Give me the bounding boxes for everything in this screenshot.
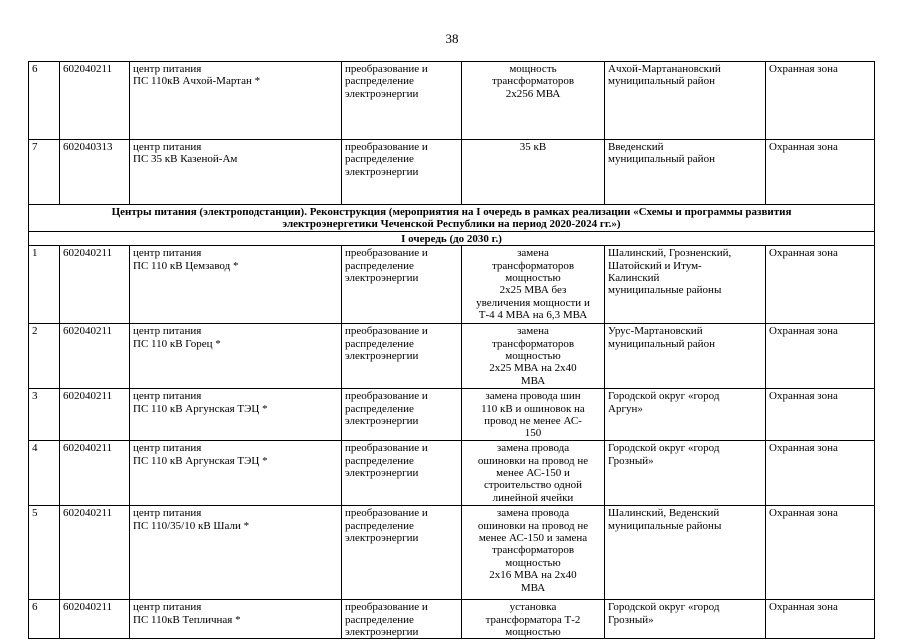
table-row bbox=[29, 140, 875, 205]
object-purpose-line: преобразование и bbox=[345, 63, 428, 75]
object-characteristics-line: трансформатора Т-2 bbox=[485, 613, 581, 626]
object-characteristics bbox=[462, 389, 605, 441]
object-name-line: центр питания bbox=[133, 507, 202, 520]
object-characteristics-line: 35 кВ bbox=[519, 141, 547, 153]
object-location-line: Городской округ «город bbox=[608, 390, 720, 403]
object-characteristics bbox=[462, 441, 605, 506]
object-name-line: центр питания bbox=[133, 63, 202, 75]
object-zone: Охранная зона bbox=[766, 600, 875, 639]
object-characteristics-line: мощность bbox=[509, 63, 557, 75]
object-characteristics-line: трансформаторов bbox=[491, 337, 575, 350]
object-name-line: центр питания bbox=[133, 247, 202, 260]
queue-title-row bbox=[29, 231, 875, 245]
object-characteristics-line: провод не менее АС- bbox=[484, 415, 582, 428]
object-name bbox=[130, 389, 342, 441]
section-header bbox=[29, 205, 875, 246]
table-top-rows bbox=[29, 62, 875, 205]
object-zone: Охранная зона bbox=[766, 506, 875, 600]
object-characteristics-line: линейной ячейки bbox=[492, 491, 574, 504]
object-location bbox=[605, 324, 766, 389]
object-name bbox=[130, 506, 342, 600]
object-characteristics bbox=[462, 506, 605, 600]
object-characteristics bbox=[462, 600, 605, 639]
object-location-line: Калинский bbox=[608, 272, 660, 285]
object-location bbox=[605, 246, 766, 324]
object-location-line: Введенский bbox=[608, 141, 664, 153]
object-name bbox=[130, 246, 342, 324]
object-location-line: Городской округ «город bbox=[608, 442, 720, 455]
object-purpose-line: электроэнергии bbox=[345, 626, 419, 639]
object-characteristics-line: менее АС-150 и bbox=[496, 467, 570, 480]
object-characteristics-line: замена bbox=[517, 325, 549, 338]
object-purpose-line: преобразование и bbox=[345, 325, 428, 338]
row-number: 5 bbox=[29, 506, 60, 600]
object-characteristics-line: менее АС-150 и замена bbox=[478, 532, 588, 545]
object-purpose-line: электроэнергии bbox=[345, 165, 419, 178]
object-characteristics-line: Т-4 4 МВА на 6,3 МВА bbox=[478, 309, 588, 322]
object-name bbox=[130, 62, 342, 140]
object-purpose-line: преобразование и bbox=[345, 390, 428, 403]
objects-table bbox=[28, 61, 875, 639]
row-number: 6 bbox=[29, 600, 60, 639]
row-number: 6 bbox=[29, 62, 60, 140]
section-title-line-1: Центры питания (электроподстанции). Реконструкция (мероприятия на I очередь в рамках реализации «Схемы и программы развития bbox=[111, 206, 792, 218]
object-purpose bbox=[342, 441, 462, 506]
object-code: 602040211 bbox=[60, 389, 130, 441]
object-characteristics-line: мощностью bbox=[505, 272, 561, 285]
section-title-row bbox=[29, 205, 875, 232]
object-purpose bbox=[342, 389, 462, 441]
object-location bbox=[605, 441, 766, 506]
object-zone: Охранная зона bbox=[766, 389, 875, 441]
object-zone: Охранная зона bbox=[766, 441, 875, 506]
object-location-line: муниципальный район bbox=[608, 337, 715, 350]
object-purpose bbox=[342, 140, 462, 205]
object-purpose-line: электроэнергии bbox=[345, 350, 419, 363]
object-code: 602040211 bbox=[60, 246, 130, 324]
object-characteristics-line: трансформаторов bbox=[491, 544, 575, 557]
object-name-line: ПС 110 кВ Аргунская ТЭЦ * bbox=[133, 402, 268, 415]
object-characteristics-line: 2х256 МВА bbox=[505, 87, 561, 100]
object-location-line: Грозный» bbox=[608, 454, 654, 467]
object-location-line: Аргун» bbox=[608, 402, 643, 415]
object-location-line: Шалинский, Грозненский, bbox=[608, 247, 732, 260]
object-purpose-line: электроэнергии bbox=[345, 467, 419, 480]
section-title bbox=[29, 205, 875, 232]
object-location-line: муниципальный район bbox=[608, 153, 715, 166]
object-name-line: ПС 110кВ Ачхой-Мартан * bbox=[133, 75, 261, 88]
object-purpose-line: преобразование и bbox=[345, 442, 428, 455]
table-row bbox=[29, 62, 875, 140]
queue-title: I очередь (до 2030 г.) bbox=[29, 231, 875, 245]
object-location-line: Городской округ «город bbox=[608, 601, 720, 614]
object-code: 602040211 bbox=[60, 506, 130, 600]
object-purpose-line: распределение bbox=[345, 454, 414, 467]
object-characteristics-line: трансформаторов bbox=[491, 75, 575, 88]
object-characteristics-line: увеличения мощности и bbox=[476, 296, 590, 309]
object-purpose bbox=[342, 246, 462, 324]
table-main-rows bbox=[29, 246, 875, 639]
object-characteristics bbox=[462, 62, 605, 140]
object-purpose-line: распределение bbox=[345, 75, 414, 88]
row-number: 3 bbox=[29, 389, 60, 441]
table-row bbox=[29, 246, 875, 324]
object-code: 602040211 bbox=[60, 324, 130, 389]
object-location bbox=[605, 506, 766, 600]
object-characteristics-line: мощностью bbox=[505, 350, 561, 363]
object-location-line: муниципальные районы bbox=[608, 519, 722, 532]
object-location-line: Грозный» bbox=[608, 613, 654, 626]
object-purpose-line: распределение bbox=[345, 402, 414, 415]
object-characteristics-line: установка bbox=[509, 601, 557, 614]
table-row bbox=[29, 389, 875, 441]
object-code: 602040313 bbox=[60, 140, 130, 205]
object-characteristics-line: 2х25 МВА на 2х40 bbox=[489, 362, 577, 375]
object-name-line: центр питания bbox=[133, 601, 202, 614]
object-purpose bbox=[342, 62, 462, 140]
object-name-line: центр питания bbox=[133, 325, 202, 338]
row-number: 7 bbox=[29, 140, 60, 205]
object-name bbox=[130, 140, 342, 205]
table-row bbox=[29, 324, 875, 389]
object-characteristics-line: замена bbox=[517, 247, 549, 260]
object-purpose bbox=[342, 600, 462, 639]
object-characteristics-line: замена провода bbox=[496, 442, 570, 455]
object-characteristics-line: ошиновки на провод не bbox=[477, 519, 589, 532]
table-row bbox=[29, 600, 875, 639]
object-purpose-line: электроэнергии bbox=[345, 272, 419, 285]
table-row bbox=[29, 441, 875, 506]
object-characteristics-line: 150 bbox=[524, 427, 542, 440]
object-characteristics-line: замена провода шин bbox=[485, 390, 581, 403]
row-number: 2 bbox=[29, 324, 60, 389]
object-purpose-line: преобразование и bbox=[345, 247, 428, 260]
object-purpose-line: распределение bbox=[345, 259, 414, 272]
object-purpose bbox=[342, 324, 462, 389]
object-location-line: муниципальные районы bbox=[608, 284, 722, 297]
object-purpose-line: распределение bbox=[345, 519, 414, 532]
page-number: 38 bbox=[445, 31, 459, 46]
object-purpose-line: электроэнергии bbox=[345, 87, 419, 100]
section-title-line-2: электроэнергетики Чеченской Республики на период 2020-2024 гг.») bbox=[282, 218, 621, 231]
object-location bbox=[605, 62, 766, 140]
object-name-line: ПС 110 кВ Аргунская ТЭЦ * bbox=[133, 454, 268, 467]
object-name-line: ПС 110 кВ Горец * bbox=[133, 337, 221, 350]
row-number: 4 bbox=[29, 441, 60, 506]
object-purpose-line: преобразование и bbox=[345, 141, 428, 153]
object-characteristics-line: мощностью bbox=[505, 556, 561, 569]
object-name-line: ПС 35 кВ Казеной-Ам bbox=[133, 153, 238, 166]
row-number: 1 bbox=[29, 246, 60, 324]
object-name-line: ПС 110 кВ Цемзавод * bbox=[133, 259, 239, 272]
object-name bbox=[130, 441, 342, 506]
object-characteristics-line: замена провода bbox=[496, 507, 570, 520]
object-location-line: Шалинский, Веденский bbox=[608, 507, 720, 520]
object-purpose-line: электроэнергии bbox=[345, 532, 419, 545]
object-location-line: Урус-Мартановский bbox=[608, 325, 703, 338]
object-name-line: центр питания bbox=[133, 390, 202, 403]
object-characteristics-line: МВА bbox=[520, 374, 546, 387]
object-zone: Охранная зона bbox=[766, 246, 875, 324]
object-purpose-line: распределение bbox=[345, 613, 414, 626]
object-location bbox=[605, 389, 766, 441]
object-characteristics bbox=[462, 246, 605, 324]
object-purpose-line: распределение bbox=[345, 153, 414, 166]
object-purpose-line: преобразование и bbox=[345, 601, 428, 614]
object-code: 602040211 bbox=[60, 62, 130, 140]
object-location bbox=[605, 600, 766, 639]
object-zone: Охранная зона bbox=[766, 140, 875, 205]
object-characteristics-line: 2х25 МВА без bbox=[499, 284, 567, 297]
object-characteristics-line: 2х16 МВА на 2х40 bbox=[489, 569, 577, 582]
object-characteristics-line: трансформаторов bbox=[491, 259, 575, 272]
object-purpose-line: электроэнергии bbox=[345, 415, 419, 428]
object-name-line: ПС 110кВ Тепличная * bbox=[133, 613, 241, 626]
object-characteristics-line: ошиновки на провод не bbox=[477, 454, 589, 467]
object-name bbox=[130, 324, 342, 389]
object-location-line: Ачхой-Мартанановский bbox=[608, 63, 721, 75]
object-characteristics-line: мощностью bbox=[505, 626, 561, 639]
object-location bbox=[605, 140, 766, 205]
object-characteristics bbox=[462, 140, 605, 205]
object-code: 602040211 bbox=[60, 600, 130, 639]
object-location-line: муниципальный район bbox=[608, 75, 715, 88]
object-name-line: центр питания bbox=[133, 442, 202, 455]
object-code: 602040211 bbox=[60, 441, 130, 506]
object-name-line: центр питания bbox=[133, 141, 202, 153]
object-name bbox=[130, 600, 342, 639]
object-name-line: ПС 110/35/10 кВ Шали * bbox=[133, 519, 250, 532]
object-zone: Охранная зона bbox=[766, 62, 875, 140]
object-characteristics-line: МВА bbox=[520, 581, 546, 594]
object-characteristics-line: 110 кВ и ошиновок на bbox=[481, 402, 585, 415]
object-location-line: Шатойский и Итум- bbox=[608, 259, 702, 272]
object-purpose-line: распределение bbox=[345, 337, 414, 350]
object-zone: Охранная зона bbox=[766, 324, 875, 389]
object-purpose bbox=[342, 506, 462, 600]
object-characteristics-line: строительство одной bbox=[483, 479, 583, 492]
table-row bbox=[29, 506, 875, 600]
object-characteristics bbox=[462, 324, 605, 389]
object-purpose-line: преобразование и bbox=[345, 507, 428, 520]
